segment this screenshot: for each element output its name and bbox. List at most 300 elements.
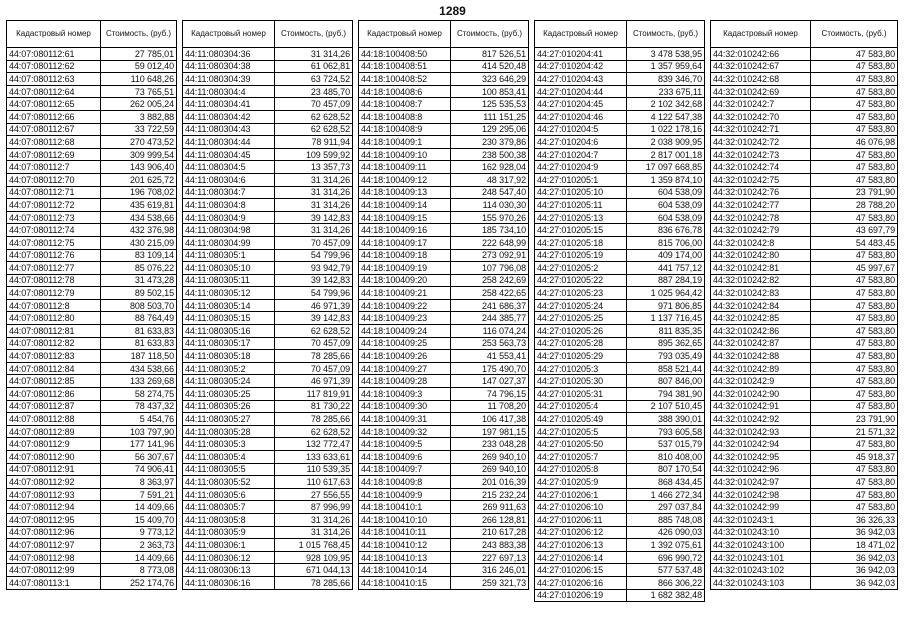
table-row <box>359 48 529 61</box>
table-row <box>7 350 177 363</box>
table-row <box>711 576 898 589</box>
cost-cell: 258 242,69 <box>451 274 529 287</box>
cadastral-number-cell: 44:27:010205:49 <box>535 413 627 426</box>
table-row <box>359 463 529 476</box>
table-row <box>711 48 898 61</box>
cadastral-table <box>534 20 705 602</box>
cadastral-number-cell: 44:27:010205:11 <box>535 199 627 212</box>
table-row <box>535 526 705 539</box>
table-row <box>535 211 705 224</box>
table-row <box>711 350 898 363</box>
table-row <box>183 488 353 501</box>
table-row <box>711 463 898 476</box>
cadastral-number-cell: 44:11:080304:4 <box>183 85 275 98</box>
cost-cell: 2 817 001,18 <box>627 148 705 161</box>
table-row <box>711 451 898 464</box>
cost-cell: 215 232,24 <box>451 488 529 501</box>
table-row <box>711 400 898 413</box>
cadastral-number-cell: 44:07:080112:63 <box>7 73 101 86</box>
cost-cell: 323 646,29 <box>451 73 529 86</box>
cost-cell: 133 633,61 <box>275 451 353 464</box>
table-row <box>535 173 705 186</box>
cadastral-number-cell: 44:18:100408:7 <box>359 98 451 111</box>
cadastral-number-cell: 44:18:100410:15 <box>359 576 451 589</box>
cadastral-number-cell: 44:07:080112:96 <box>7 526 101 539</box>
table-body <box>711 48 898 590</box>
cost-cell: 89 502,15 <box>101 287 177 300</box>
cost-cell: 866 306,22 <box>627 576 705 589</box>
table-row <box>535 589 705 602</box>
cadastral-number-cell: 44:32:010242:67 <box>711 60 811 73</box>
cost-cell: 4 122 547,38 <box>627 110 705 123</box>
cadastral-number-cell: 44:27:010204:41 <box>535 48 627 61</box>
cost-cell: 210 617,28 <box>451 526 529 539</box>
cadastral-number-cell: 44:07:080112:61 <box>7 48 101 61</box>
cadastral-number-cell: 44:32:010242:88 <box>711 350 811 363</box>
cost-cell: 47 583,80 <box>811 463 898 476</box>
cadastral-number-cell: 44:32:010242:95 <box>711 451 811 464</box>
cadastral-number-cell: 44:32:010243:100 <box>711 539 811 552</box>
cadastral-number-cell: 44:32:010242:75 <box>711 173 811 186</box>
table-row <box>183 73 353 86</box>
cost-cell: 885 748,08 <box>627 513 705 526</box>
cadastral-number-cell: 44:07:080112:79 <box>7 287 101 300</box>
cost-cell: 74 906,41 <box>101 463 177 476</box>
table-row <box>359 287 529 300</box>
page-number: 1289 <box>439 4 466 18</box>
table-row <box>359 199 529 212</box>
cadastral-number-cell: 44:18:100409:19 <box>359 262 451 275</box>
cadastral-number-cell: 44:32:010242:90 <box>711 388 811 401</box>
cadastral-number-cell: 44:27:010205:19 <box>535 249 627 262</box>
table-row <box>711 425 898 438</box>
cadastral-number-cell: 44:32:010242:84 <box>711 299 811 312</box>
cost-cell: 47 583,80 <box>811 48 898 61</box>
table-row <box>183 236 353 249</box>
cost-cell: 14 409,66 <box>101 501 177 514</box>
table-row <box>7 161 177 174</box>
cost-cell: 47 583,80 <box>811 350 898 363</box>
table-row <box>183 211 353 224</box>
table-row <box>183 564 353 577</box>
cost-cell: 45 918,37 <box>811 451 898 464</box>
table-row <box>183 249 353 262</box>
cost-cell: 971 806,85 <box>627 299 705 312</box>
cost-cell: 31 314,26 <box>275 199 353 212</box>
table-row <box>359 438 529 451</box>
cadastral-number-cell: 44:18:100409:27 <box>359 362 451 375</box>
table-row <box>7 539 177 552</box>
table-row <box>359 262 529 275</box>
cadastral-number-cell: 44:32:010242:85 <box>711 312 811 325</box>
cost-cell: 36 942,03 <box>811 551 898 564</box>
cadastral-number-cell: 44:18:100409:23 <box>359 312 451 325</box>
cadastral-number-cell: 44:27:010205:26 <box>535 325 627 338</box>
table-row <box>183 513 353 526</box>
cadastral-number-cell: 44:07:080112:65 <box>7 98 101 111</box>
cadastral-number-cell: 44:11:080305:17 <box>183 337 275 350</box>
table-row <box>711 513 898 526</box>
cost-cell: 1 022 178,16 <box>627 123 705 136</box>
cost-cell: 15 409,70 <box>101 513 177 526</box>
cost-cell: 70 457,09 <box>275 236 353 249</box>
cadastral-number-cell: 44:11:080305:3 <box>183 438 275 451</box>
table-row <box>359 224 529 237</box>
cost-cell: 7 591,21 <box>101 488 177 501</box>
cost-cell: 45 997,67 <box>811 262 898 275</box>
cadastral-number-cell: 44:27:010204:9 <box>535 161 627 174</box>
table-row <box>183 438 353 451</box>
table-row <box>359 136 529 149</box>
cadastral-number-cell: 44:11:080305:26 <box>183 400 275 413</box>
cadastral-number-cell: 44:27:010205:7 <box>535 451 627 464</box>
table-row <box>535 123 705 136</box>
cadastral-number-cell: 44:27:010205:28 <box>535 337 627 350</box>
table-row <box>183 110 353 123</box>
cost-cell: 248 547,40 <box>451 186 529 199</box>
cadastral-number-cell: 44:32:010242:92 <box>711 413 811 426</box>
cost-cell: 793 605,58 <box>627 425 705 438</box>
table-row <box>535 98 705 111</box>
cost-cell: 62 628,52 <box>275 425 353 438</box>
cadastral-number-cell: 44:11:080305:8 <box>183 513 275 526</box>
cadastral-number-cell: 44:18:100410:1 <box>359 501 451 514</box>
cost-cell: 47 583,80 <box>811 325 898 338</box>
table-row <box>359 388 529 401</box>
table-row <box>183 362 353 375</box>
cost-cell: 17 097 668,85 <box>627 161 705 174</box>
cost-cell: 2 363,73 <box>101 539 177 552</box>
cost-cell: 262 005,24 <box>101 98 177 111</box>
table-row <box>359 551 529 564</box>
cadastral-number-cell: 44:27:010205:30 <box>535 375 627 388</box>
table-row <box>7 186 177 199</box>
header-cost: Стоимость, (руб.) <box>811 21 898 48</box>
table-row <box>183 262 353 275</box>
cadastral-number-cell: 44:27:010204:5 <box>535 123 627 136</box>
cost-cell: 47 583,80 <box>811 73 898 86</box>
cadastral-number-cell: 44:27:010205:22 <box>535 274 627 287</box>
cadastral-number-cell: 44:18:100409:28 <box>359 375 451 388</box>
table-row <box>183 539 353 552</box>
cost-cell: 31 314,26 <box>275 173 353 186</box>
table-row <box>535 136 705 149</box>
cadastral-number-cell: 44:18:100409:31 <box>359 413 451 426</box>
cost-cell: 116 074,24 <box>451 325 529 338</box>
cadastral-number-cell: 44:18:100409:24 <box>359 325 451 338</box>
table-row <box>711 438 898 451</box>
cadastral-number-cell: 44:11:080305:52 <box>183 476 275 489</box>
cost-cell: 62 628,52 <box>275 123 353 136</box>
cadastral-number-cell: 44:07:080113:1 <box>7 576 101 589</box>
cost-cell: 47 583,80 <box>811 60 898 73</box>
table-row <box>7 199 177 212</box>
cadastral-number-cell: 44:27:010205:25 <box>535 312 627 325</box>
table-row <box>7 73 177 86</box>
table-row <box>7 110 177 123</box>
cost-cell: 36 326,33 <box>811 513 898 526</box>
cadastral-number-cell: 44:07:080112:86 <box>7 388 101 401</box>
table-body <box>359 48 529 590</box>
cadastral-number-cell: 44:11:080306:12 <box>183 551 275 564</box>
cadastral-number-cell: 44:07:080112:8 <box>7 299 101 312</box>
cost-cell: 85 076,22 <box>101 262 177 275</box>
table-row <box>183 299 353 312</box>
cadastral-number-cell: 44:11:080305:9 <box>183 526 275 539</box>
table-row <box>711 488 898 501</box>
table-row <box>711 564 898 577</box>
cost-cell: 46 971,39 <box>275 375 353 388</box>
cadastral-table <box>358 20 529 590</box>
cadastral-number-cell: 44:18:100409:3 <box>359 388 451 401</box>
cost-cell: 201 016,39 <box>451 476 529 489</box>
cadastral-number-cell: 44:07:080112:73 <box>7 211 101 224</box>
cadastral-number-cell: 44:11:080305:16 <box>183 325 275 338</box>
cadastral-number-cell: 44:32:010242:72 <box>711 136 811 149</box>
cadastral-number-cell: 44:18:100408:8 <box>359 110 451 123</box>
cadastral-number-cell: 44:32:010242:91 <box>711 400 811 413</box>
cadastral-number-cell: 44:11:080304:98 <box>183 224 275 237</box>
cadastral-number-cell: 44:32:010242:7 <box>711 98 811 111</box>
cost-cell: 817 526,51 <box>451 48 529 61</box>
table-row <box>183 526 353 539</box>
cost-cell: 83 109,14 <box>101 249 177 262</box>
cost-cell: 147 027,37 <box>451 375 529 388</box>
cadastral-number-cell: 44:27:010205:31 <box>535 388 627 401</box>
table-row <box>183 136 353 149</box>
cost-cell: 78 285,66 <box>275 413 353 426</box>
cost-cell: 196 708,02 <box>101 186 177 199</box>
cadastral-number-cell: 44:27:010205:15 <box>535 224 627 237</box>
cost-cell: 87 996,99 <box>275 501 353 514</box>
table-row <box>359 501 529 514</box>
cost-cell: 309 999,54 <box>101 148 177 161</box>
cadastral-number-cell: 44:07:080112:74 <box>7 224 101 237</box>
cadastral-number-cell: 44:27:010205:10 <box>535 186 627 199</box>
table-row <box>535 576 705 589</box>
cadastral-number-cell: 44:18:100408:9 <box>359 123 451 136</box>
table-row <box>711 60 898 73</box>
table-row <box>7 136 177 149</box>
cost-cell: 297 037,84 <box>627 501 705 514</box>
table-row <box>7 375 177 388</box>
table-row <box>359 73 529 86</box>
cadastral-number-cell: 44:32:010242:71 <box>711 123 811 136</box>
cadastral-number-cell: 44:07:080112:90 <box>7 451 101 464</box>
cadastral-number-cell: 44:18:100409:12 <box>359 173 451 186</box>
table-row <box>359 350 529 363</box>
table-row <box>359 110 529 123</box>
table-row <box>535 287 705 300</box>
cost-cell: 46 076,98 <box>811 136 898 149</box>
cost-cell: 78 285,66 <box>275 576 353 589</box>
cost-cell: 604 538,09 <box>627 211 705 224</box>
cadastral-number-cell: 44:27:010206:12 <box>535 526 627 539</box>
cost-cell: 70 457,09 <box>275 362 353 375</box>
cost-cell: 222 648,99 <box>451 236 529 249</box>
header-cost: Стоимость, (руб.) <box>275 21 353 48</box>
cost-cell: 409 174,00 <box>627 249 705 262</box>
table-row <box>7 501 177 514</box>
cost-cell: 27 556,55 <box>275 488 353 501</box>
table-row <box>359 312 529 325</box>
cadastral-number-cell: 44:32:010242:76 <box>711 186 811 199</box>
table-body <box>535 48 705 602</box>
table-row <box>711 148 898 161</box>
cost-cell: 435 619,81 <box>101 199 177 212</box>
cost-cell: 201 625,72 <box>101 173 177 186</box>
cost-cell: 70 457,09 <box>275 98 353 111</box>
table-row <box>7 312 177 325</box>
table-row <box>359 325 529 338</box>
cadastral-number-cell: 44:11:080306:1 <box>183 539 275 552</box>
cadastral-number-cell: 44:18:100410:10 <box>359 513 451 526</box>
table-row <box>183 501 353 514</box>
cost-cell: 21 571,32 <box>811 425 898 438</box>
table-row <box>711 325 898 338</box>
table-row <box>359 425 529 438</box>
table-row <box>711 262 898 275</box>
table-row <box>359 173 529 186</box>
cost-cell: 39 142,83 <box>275 274 353 287</box>
cost-cell: 47 583,80 <box>811 337 898 350</box>
cadastral-number-cell: 44:27:010204:43 <box>535 73 627 86</box>
cadastral-number-cell: 44:18:100409:18 <box>359 249 451 262</box>
cost-cell: 47 583,80 <box>811 438 898 451</box>
table-row <box>711 337 898 350</box>
cadastral-number-cell: 44:32:010242:73 <box>711 148 811 161</box>
cost-cell: 110 539,35 <box>275 463 353 476</box>
table-row <box>7 173 177 186</box>
table-row <box>535 161 705 174</box>
cost-cell: 441 757,12 <box>627 262 705 275</box>
table-row <box>7 551 177 564</box>
cadastral-number-cell: 44:07:080112:95 <box>7 513 101 526</box>
table-row <box>183 400 353 413</box>
cost-cell: 56 307,67 <box>101 451 177 464</box>
cadastral-number-cell: 44:27:010206:15 <box>535 564 627 577</box>
cost-cell: 39 142,83 <box>275 312 353 325</box>
table-row <box>7 224 177 237</box>
table-row <box>183 98 353 111</box>
table-row <box>359 148 529 161</box>
table-row <box>7 85 177 98</box>
cadastral-number-cell: 44:07:080112:97 <box>7 539 101 552</box>
table-row <box>711 526 898 539</box>
cadastral-number-cell: 44:18:100409:14 <box>359 199 451 212</box>
cost-cell: 794 381,90 <box>627 388 705 401</box>
table-row <box>535 85 705 98</box>
cost-cell: 23 485,70 <box>275 85 353 98</box>
table-row <box>183 425 353 438</box>
cost-cell: 47 583,80 <box>811 501 898 514</box>
cost-cell: 100 853,41 <box>451 85 529 98</box>
cadastral-number-cell: 44:32:010242:79 <box>711 224 811 237</box>
cadastral-number-cell: 44:11:080305:18 <box>183 350 275 363</box>
table-row <box>711 287 898 300</box>
table-row <box>535 438 705 451</box>
cadastral-number-cell: 44:27:010205:29 <box>535 350 627 363</box>
table-row <box>359 451 529 464</box>
table-row <box>711 186 898 199</box>
table-row <box>711 551 898 564</box>
table-row <box>711 501 898 514</box>
table-row <box>359 375 529 388</box>
table-row <box>535 400 705 413</box>
cadastral-number-cell: 44:11:080304:5 <box>183 161 275 174</box>
table-row <box>183 476 353 489</box>
cost-cell: 36 942,03 <box>811 564 898 577</box>
cost-cell: 78 911,94 <box>275 136 353 149</box>
table-row <box>7 98 177 111</box>
cost-cell: 47 583,80 <box>811 299 898 312</box>
table-row <box>183 287 353 300</box>
cadastral-number-cell: 44:27:010204:46 <box>535 110 627 123</box>
cadastral-number-cell: 44:27:010206:13 <box>535 539 627 552</box>
cadastral-number-cell: 44:11:080305:14 <box>183 299 275 312</box>
table-row <box>183 350 353 363</box>
cadastral-number-cell: 44:18:100409:6 <box>359 451 451 464</box>
cost-cell: 197 981,15 <box>451 425 529 438</box>
table-row <box>7 362 177 375</box>
cadastral-number-cell: 44:07:080112:81 <box>7 325 101 338</box>
table-row <box>711 73 898 86</box>
table-row <box>711 136 898 149</box>
cost-cell: 31 314,26 <box>275 224 353 237</box>
cadastral-number-cell: 44:27:010205:5 <box>535 425 627 438</box>
cost-cell: 577 537,48 <box>627 564 705 577</box>
cadastral-number-cell: 44:07:080112:98 <box>7 551 101 564</box>
table-row <box>711 236 898 249</box>
cost-cell: 3 882,88 <box>101 110 177 123</box>
cadastral-number-cell: 44:18:100409:30 <box>359 400 451 413</box>
table-row <box>183 274 353 287</box>
table-row <box>7 488 177 501</box>
cadastral-number-cell: 44:18:100408:6 <box>359 85 451 98</box>
cost-cell: 434 538,66 <box>101 211 177 224</box>
cadastral-number-cell: 44:11:080306:13 <box>183 564 275 577</box>
cadastral-number-cell: 44:11:080305:27 <box>183 413 275 426</box>
table-row <box>535 350 705 363</box>
cost-cell: 47 583,80 <box>811 123 898 136</box>
cost-cell: 31 314,26 <box>275 48 353 61</box>
table-row <box>7 325 177 338</box>
table-row <box>7 236 177 249</box>
table-row <box>183 576 353 589</box>
cost-cell: 81 633,83 <box>101 337 177 350</box>
cadastral-number-cell: 44:18:100410:14 <box>359 564 451 577</box>
table-row <box>359 98 529 111</box>
cost-cell: 273 092,91 <box>451 249 529 262</box>
cost-cell: 815 706,00 <box>627 236 705 249</box>
cadastral-number-cell: 44:18:100409:13 <box>359 186 451 199</box>
cadastral-number-cell: 44:27:010206:11 <box>535 513 627 526</box>
cost-cell: 47 583,80 <box>811 110 898 123</box>
cadastral-number-cell: 44:07:080112:82 <box>7 337 101 350</box>
table-row <box>711 110 898 123</box>
cadastral-number-cell: 44:11:080304:36 <box>183 48 275 61</box>
cadastral-number-cell: 44:32:010242:89 <box>711 362 811 375</box>
table-row <box>7 211 177 224</box>
cost-cell: 604 538,09 <box>627 186 705 199</box>
cost-cell: 62 628,52 <box>275 325 353 338</box>
cost-cell: 47 583,80 <box>811 476 898 489</box>
table-row <box>535 413 705 426</box>
cost-cell: 47 583,80 <box>811 148 898 161</box>
cost-cell: 807 846,00 <box>627 375 705 388</box>
table-row <box>535 513 705 526</box>
cadastral-number-cell: 44:27:010205:50 <box>535 438 627 451</box>
